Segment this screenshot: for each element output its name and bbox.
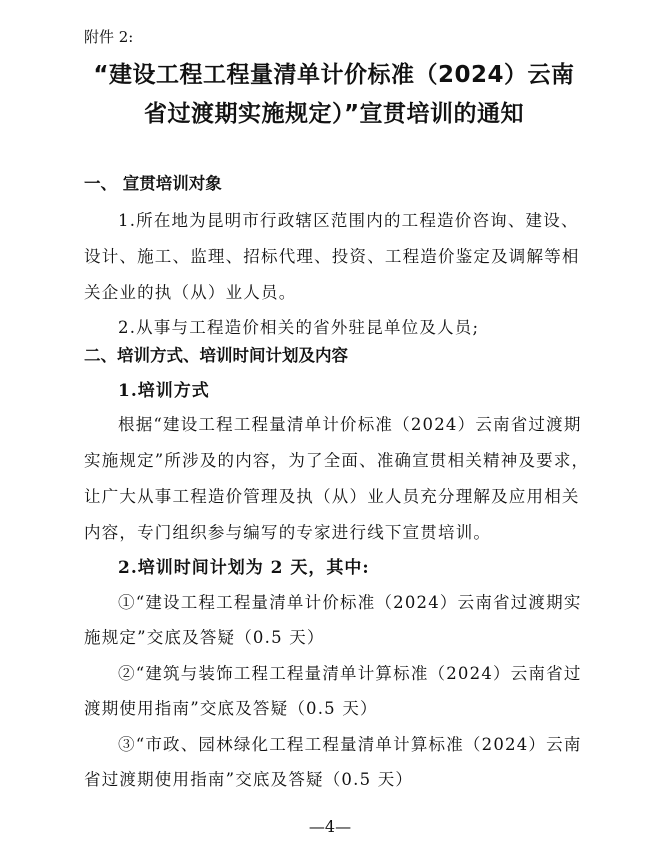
section-1-heading: 一、 宣贯培训对象 <box>84 174 222 193</box>
training-method-line-3: 让广大从事工程造价管理及执（从）业人员充分理解及应用相关 <box>84 487 580 506</box>
schedule-item-3-line-1: ③“市政、园林绿化工程工程量清单计算标准（2024）云南 <box>118 735 582 754</box>
title-line-2: 省过渡期实施规定）”宣贯培训的通知 <box>143 101 525 127</box>
subsection-schedule-title: 2.培训时间计划为 2 天，其中: <box>118 558 370 578</box>
attachment-label: 附件 2: <box>84 28 134 46</box>
schedule-item-1-line-1: ①“建设工程工程量清单计价标准（2024）云南省过渡期实 <box>118 593 582 612</box>
section-1-item-1-line-3: 关企业的执（从）业人员。 <box>84 283 297 302</box>
training-method-line-2: 实施规定”所涉及的内容，为了全面、准确宣贯相关精神及要求， <box>84 451 590 470</box>
title-line-1: “建设工程工程量清单计价标准（2024）云南 <box>93 62 575 88</box>
schedule-item-3-line-2: 省过渡期使用指南”交底及答疑（0.5 天） <box>84 770 414 789</box>
training-method-line-1: 根据“建设工程工程量清单计价标准（2024）云南省过渡期 <box>118 415 582 434</box>
section-1-item-1-line-1: 1.所在地为昆明市行政辖区范围内的工程造价咨询、建设、 <box>118 211 579 230</box>
schedule-item-2-line-2: 渡期使用指南”交底及答疑（0.5 天） <box>84 699 378 718</box>
section-1-item-1-line-2: 设计、施工、监理、招标代理、投资、工程造价鉴定及调解等相 <box>84 247 580 266</box>
section-2-heading: 二、培训方式、培训时间计划及内容 <box>84 346 348 365</box>
schedule-item-2-line-1: ②“建筑与装饰工程工程量清单计算标准（2024）云南省过 <box>118 664 582 683</box>
section-1-item-2: 2.从事与工程造价相关的省外驻昆单位及人员; <box>118 318 480 337</box>
training-method-line-4: 内容，专门组织参与编写的专家进行线下宣贯培训。 <box>84 523 492 542</box>
page-number: —4— <box>308 817 352 836</box>
subsection-training-method-title: 1.培训方式 <box>118 381 210 401</box>
schedule-item-1-line-2: 施规定”交底及答疑（0.5 天） <box>84 628 325 647</box>
